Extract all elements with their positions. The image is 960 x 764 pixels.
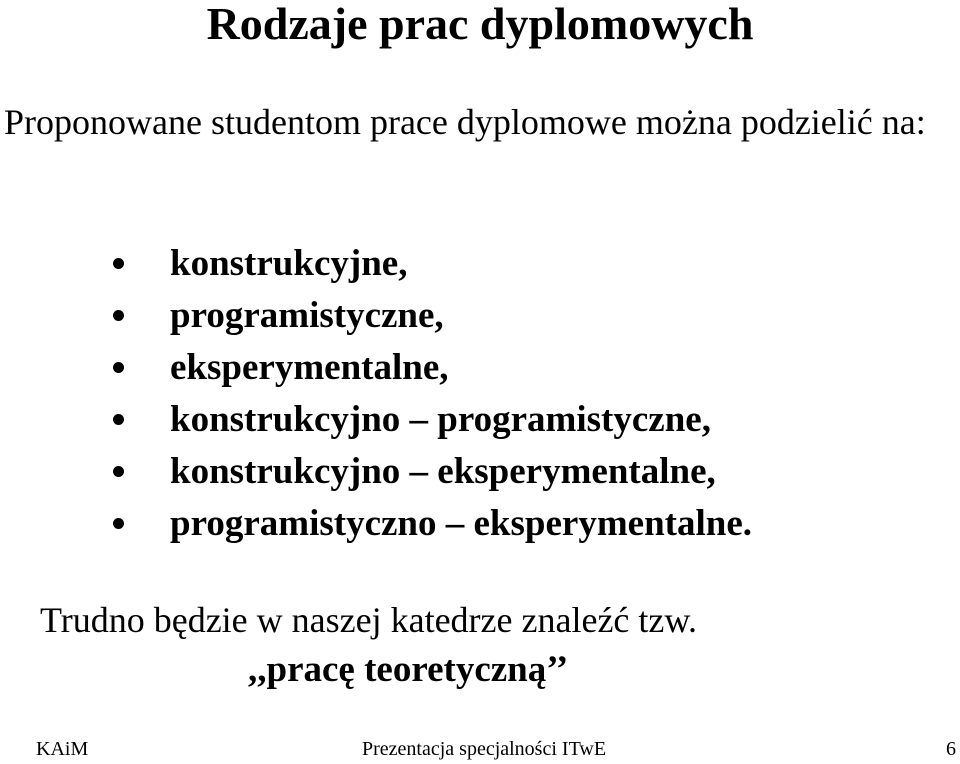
list-item-label: programistyczne,	[170, 295, 444, 336]
list-item-label: konstrukcyjno – programistyczne,	[170, 399, 711, 440]
bullet-icon	[113, 518, 124, 529]
bullet-icon	[113, 258, 124, 269]
slide-title: Rodzaje prac dyplomowych	[206, 0, 754, 49]
list-item-label: programistyczno – eksperymentalne.	[170, 503, 752, 544]
list-item-label: eksperymentalne,	[170, 347, 449, 388]
bullet-icon	[113, 466, 124, 477]
list-item-label: konstrukcyjne,	[170, 243, 408, 284]
closing-note-emphasis: ,,pracę teoretyczną’’	[248, 649, 569, 690]
bullet-icon	[113, 414, 124, 425]
footer-organization: KAiM	[36, 738, 89, 760]
intro-text: Proponowane studentom prace dyplomowe można podzielić na:	[4, 102, 926, 142]
bullet-icon	[113, 310, 124, 321]
footer-page-number: 6	[946, 738, 956, 760]
closing-note: Trudno będzie w naszej katedrze znaleźć tzw.	[40, 600, 698, 640]
slide-footer	[0, 734, 960, 764]
bullet-icon	[113, 362, 124, 373]
footer-presentation-title: Prezentacja specjalności ITwE	[362, 738, 607, 760]
list-item-label: konstrukcyjno – eksperymentalne,	[170, 451, 716, 492]
